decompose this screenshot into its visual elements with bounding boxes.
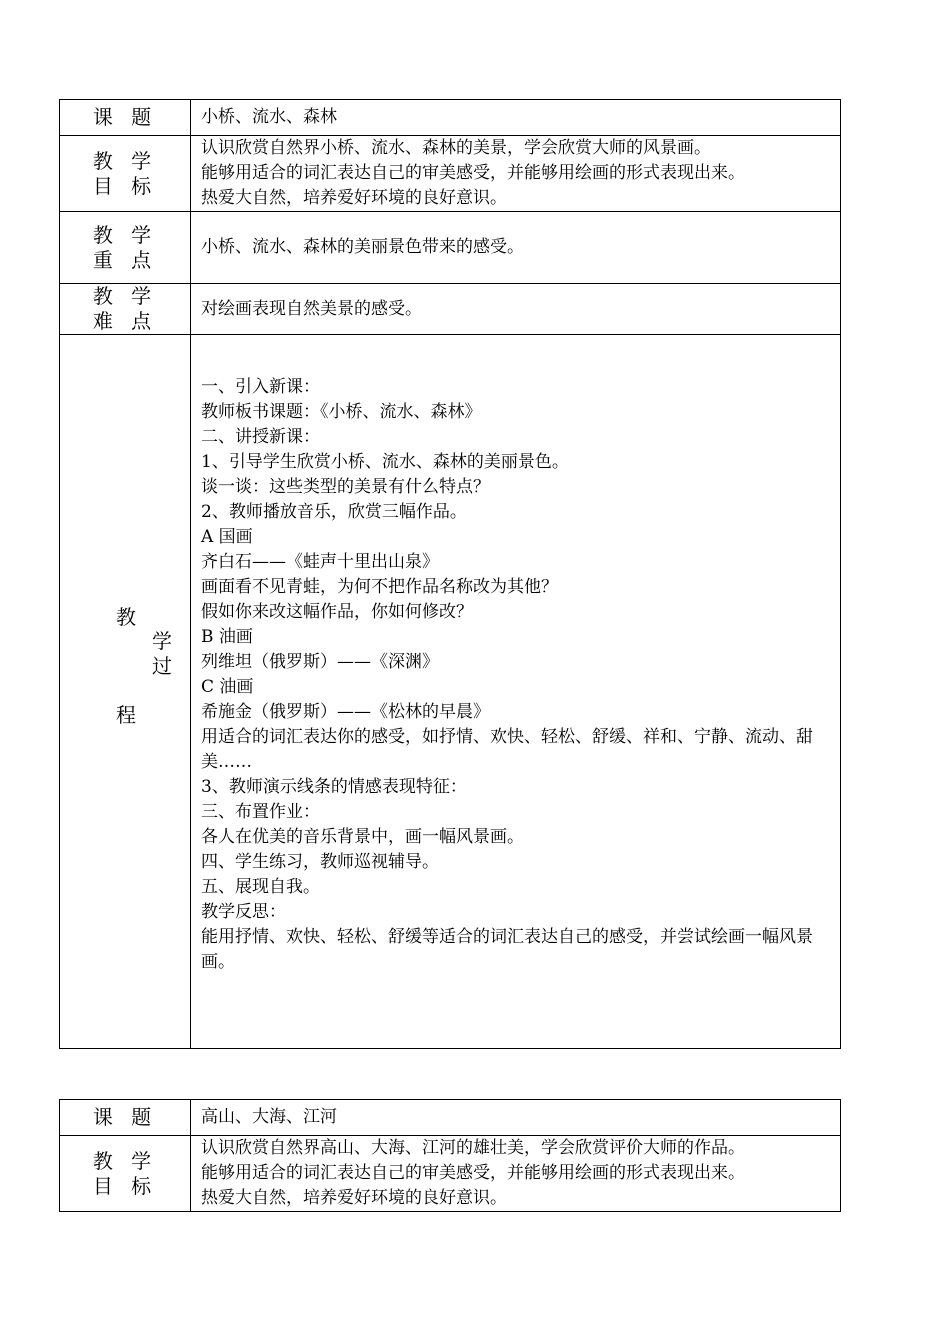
goal-label: 教 学 目 标 [60,1136,191,1212]
goal-line: 热爱大自然，培养爱好环境的良好意识。 [201,188,507,208]
lesson-title: 小桥、流水、森林 [191,100,841,136]
difficulty-row [60,284,841,335]
process-line: 2、教师播放音乐，欣赏三幅作品。 [201,502,467,522]
process-line: 谈一谈：这些类型的美景有什么特点？ [201,477,490,497]
process-line: 二、讲授新课： [201,427,320,447]
process-line: 齐白石——《蛙声十里出山泉》 [201,552,439,572]
process-label: 教 学 过 程 [60,335,191,1049]
process-line: 1、引导学生欣赏小桥、流水、森林的美丽景色。 [201,452,569,472]
lesson-table-2 [59,1099,841,1212]
process-line: 教师板书课题：《小桥、流水、森林》 [201,402,482,422]
process-line: 五、展现自我。 [201,877,320,897]
title-label: 课 题 [60,100,191,136]
process-line: 画面看不见青蛙，为何不把作品名称改为其他？ [201,577,558,597]
process-line: B 油画 [201,627,253,647]
title-row [60,100,841,136]
process-line: A 国画 [201,527,253,547]
lesson-table-1 [59,99,841,1049]
process-line: 能用抒情、欢快、轻松、舒缓等适合的词汇表达自己的感受，并尝试绘画一幅风景画。 [201,927,813,972]
goal-content [191,136,841,212]
key-label: 教 学 重 点 [60,212,191,284]
goal-content [191,1136,841,1212]
process-line: 三、布置作业： [201,802,320,822]
goal-line: 热爱大自然，培养爱好环境的良好意识。 [201,1188,507,1208]
difficulty-label: 教 学 难 点 [60,284,191,335]
process-line: 各人在优美的音乐背景中，画一幅风景画。 [201,827,524,847]
process-line: 四、学生练习，教师巡视辅导。 [201,852,439,872]
process-line: 教学反思： [201,902,286,922]
process-line: 3、教师演示线条的情感表现特征： [201,777,467,797]
goal-line: 能够用适合的词汇表达自己的审美感受，并能够用绘画的形式表现出来。 [201,1163,745,1183]
goal-line: 认识欣赏自然界小桥、流水、森林的美景，学会欣赏大师的风景画。 [201,138,711,158]
process-line: 用适合的词汇表达你的感受，如抒情、欢快、轻松、舒缓、祥和、宁静、流动、甜美…… [201,727,813,772]
goal-row [60,1136,841,1212]
difficulty-content: 对绘画表现自然美景的感受。 [191,284,841,335]
goal-label: 教 学 目 标 [60,136,191,212]
goal-line: 认识欣赏自然界高山、大海、江河的雄壮美，学会欣赏评价大师的作品。 [201,1138,745,1158]
goal-row [60,136,841,212]
process-row [60,335,841,1049]
process-content [191,335,841,1049]
goal-line: 能够用适合的词汇表达自己的审美感受，并能够用绘画的形式表现出来。 [201,163,745,183]
key-row [60,212,841,284]
lesson-title: 高山、大海、江河 [191,1100,841,1136]
title-label: 课 题 [60,1100,191,1136]
title-row [60,1100,841,1136]
process-line: C 油画 [201,677,254,697]
process-line: 列维坦（俄罗斯）——《深渊》 [201,652,439,672]
key-content: 小桥、流水、森林的美丽景色带来的感受。 [191,212,841,284]
process-line: 一、引入新课： [201,377,320,397]
process-line: 希施金（俄罗斯）——《松林的早晨》 [201,702,490,722]
process-line: 假如你来改这幅作品，你如何修改？ [201,602,473,622]
